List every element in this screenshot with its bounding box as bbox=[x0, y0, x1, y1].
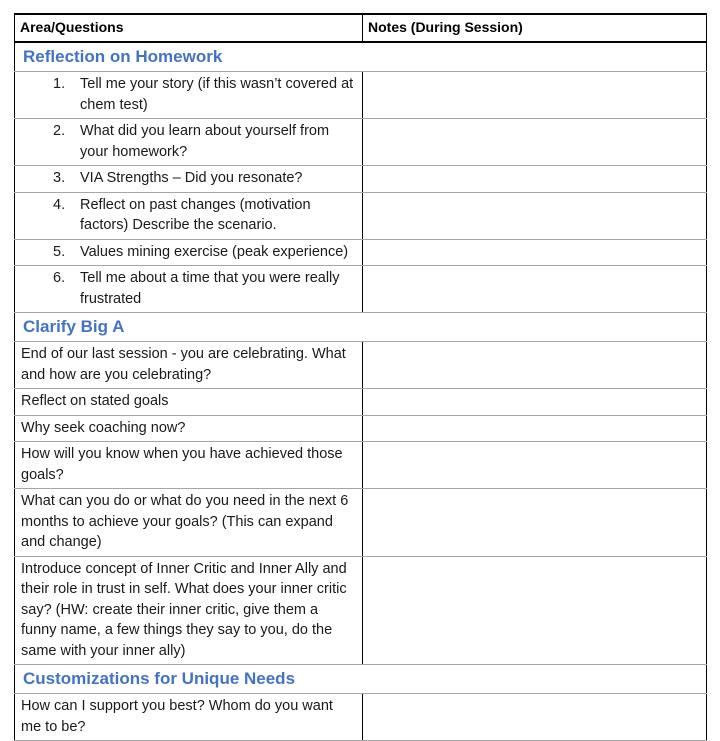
question-cell bbox=[15, 119, 363, 166]
notes-cell[interactable] bbox=[363, 266, 707, 313]
question-text: Tell me your story (if this wasn’t covered at chem test) bbox=[80, 76, 354, 113]
numbered-item bbox=[20, 242, 357, 263]
list-number: 2. bbox=[53, 123, 66, 139]
numbered-item bbox=[20, 268, 357, 309]
question-text: Reflect on past changes (motivation factors) Describe the scenario. bbox=[80, 196, 311, 233]
section-heading-row bbox=[15, 665, 707, 694]
numbered-item bbox=[20, 168, 357, 189]
notes-cell[interactable] bbox=[363, 694, 707, 741]
question-text: Values mining exercise (peak experience) bbox=[80, 243, 349, 260]
question-cell bbox=[15, 239, 363, 266]
question-text: Reflect on stated goals bbox=[21, 393, 169, 409]
question-cell bbox=[15, 166, 363, 193]
question-cell bbox=[15, 192, 363, 239]
table-header-row bbox=[15, 14, 707, 42]
notes-cell[interactable] bbox=[363, 192, 707, 239]
question-row bbox=[15, 239, 707, 266]
question-cell bbox=[15, 389, 363, 416]
question-cell bbox=[15, 415, 363, 442]
question-row bbox=[15, 119, 707, 166]
question-row bbox=[15, 166, 707, 193]
section-heading-row bbox=[15, 313, 707, 342]
question-row bbox=[15, 556, 707, 665]
question-text: What can you do or what do you need in the next 6 months to achieve your goals? (This can expand and change) bbox=[21, 493, 349, 550]
notes-cell[interactable] bbox=[363, 489, 707, 557]
question-row bbox=[15, 489, 707, 557]
section-heading: Clarify Big A bbox=[15, 313, 707, 342]
section-heading-row bbox=[15, 42, 707, 72]
question-cell bbox=[15, 694, 363, 741]
notes-cell[interactable] bbox=[363, 239, 707, 266]
question-cell bbox=[15, 266, 363, 313]
question-text: Why seek coaching now? bbox=[21, 419, 186, 436]
question-cell bbox=[15, 556, 363, 665]
notes-cell[interactable] bbox=[363, 342, 707, 389]
notes-cell[interactable] bbox=[363, 166, 707, 193]
notes-cell[interactable] bbox=[363, 72, 707, 119]
question-row bbox=[15, 72, 707, 119]
question-cell bbox=[15, 442, 363, 489]
table-body bbox=[15, 14, 707, 741]
session-worksheet-table bbox=[14, 13, 707, 741]
question-cell bbox=[15, 489, 363, 557]
question-text: Tell me about a time that you were really frustrated bbox=[80, 270, 340, 307]
column-header-notes: Notes (During Session) bbox=[363, 14, 707, 42]
question-cell bbox=[15, 342, 363, 389]
notes-cell[interactable] bbox=[363, 119, 707, 166]
list-number: 6. bbox=[53, 270, 66, 286]
question-row bbox=[15, 389, 707, 416]
question-text: How can I support you best? Whom do you want me to be? bbox=[21, 698, 333, 735]
list-number: 4. bbox=[53, 196, 66, 213]
question-text: VIA Strengths – Did you resonate? bbox=[80, 170, 303, 186]
notes-cell[interactable] bbox=[363, 415, 707, 442]
notes-cell[interactable] bbox=[363, 442, 707, 489]
question-row bbox=[15, 415, 707, 442]
notes-cell[interactable] bbox=[363, 389, 707, 416]
notes-cell[interactable] bbox=[363, 556, 707, 665]
question-text: What did you learn about yourself from your homework? bbox=[80, 123, 330, 160]
list-number: 5. bbox=[53, 243, 66, 260]
numbered-item bbox=[20, 121, 357, 162]
section-heading: Reflection on Homework bbox=[15, 42, 707, 72]
question-text: End of our last session - you are celebrating. What and how are you celebrating? bbox=[21, 346, 346, 383]
question-row bbox=[15, 266, 707, 313]
question-text: Introduce concept of Inner Critic and Inner Ally and their role in trust in self. What does your inner critic say? (HW: create their inner critic, give them a funny name, a few things they say to you, do the same with your inner ally) bbox=[21, 560, 347, 659]
question-cell bbox=[15, 72, 363, 119]
question-row bbox=[15, 192, 707, 239]
question-text: How will you know when you have achieved those goals? bbox=[21, 446, 343, 483]
list-number: 3. bbox=[53, 170, 66, 186]
column-header-area: Area/Questions bbox=[15, 14, 363, 42]
question-row bbox=[15, 442, 707, 489]
numbered-item bbox=[20, 74, 357, 115]
numbered-item bbox=[20, 195, 357, 236]
list-number: 1. bbox=[53, 76, 66, 92]
question-row bbox=[15, 694, 707, 741]
question-row bbox=[15, 342, 707, 389]
section-heading: Customizations for Unique Needs bbox=[15, 665, 707, 694]
